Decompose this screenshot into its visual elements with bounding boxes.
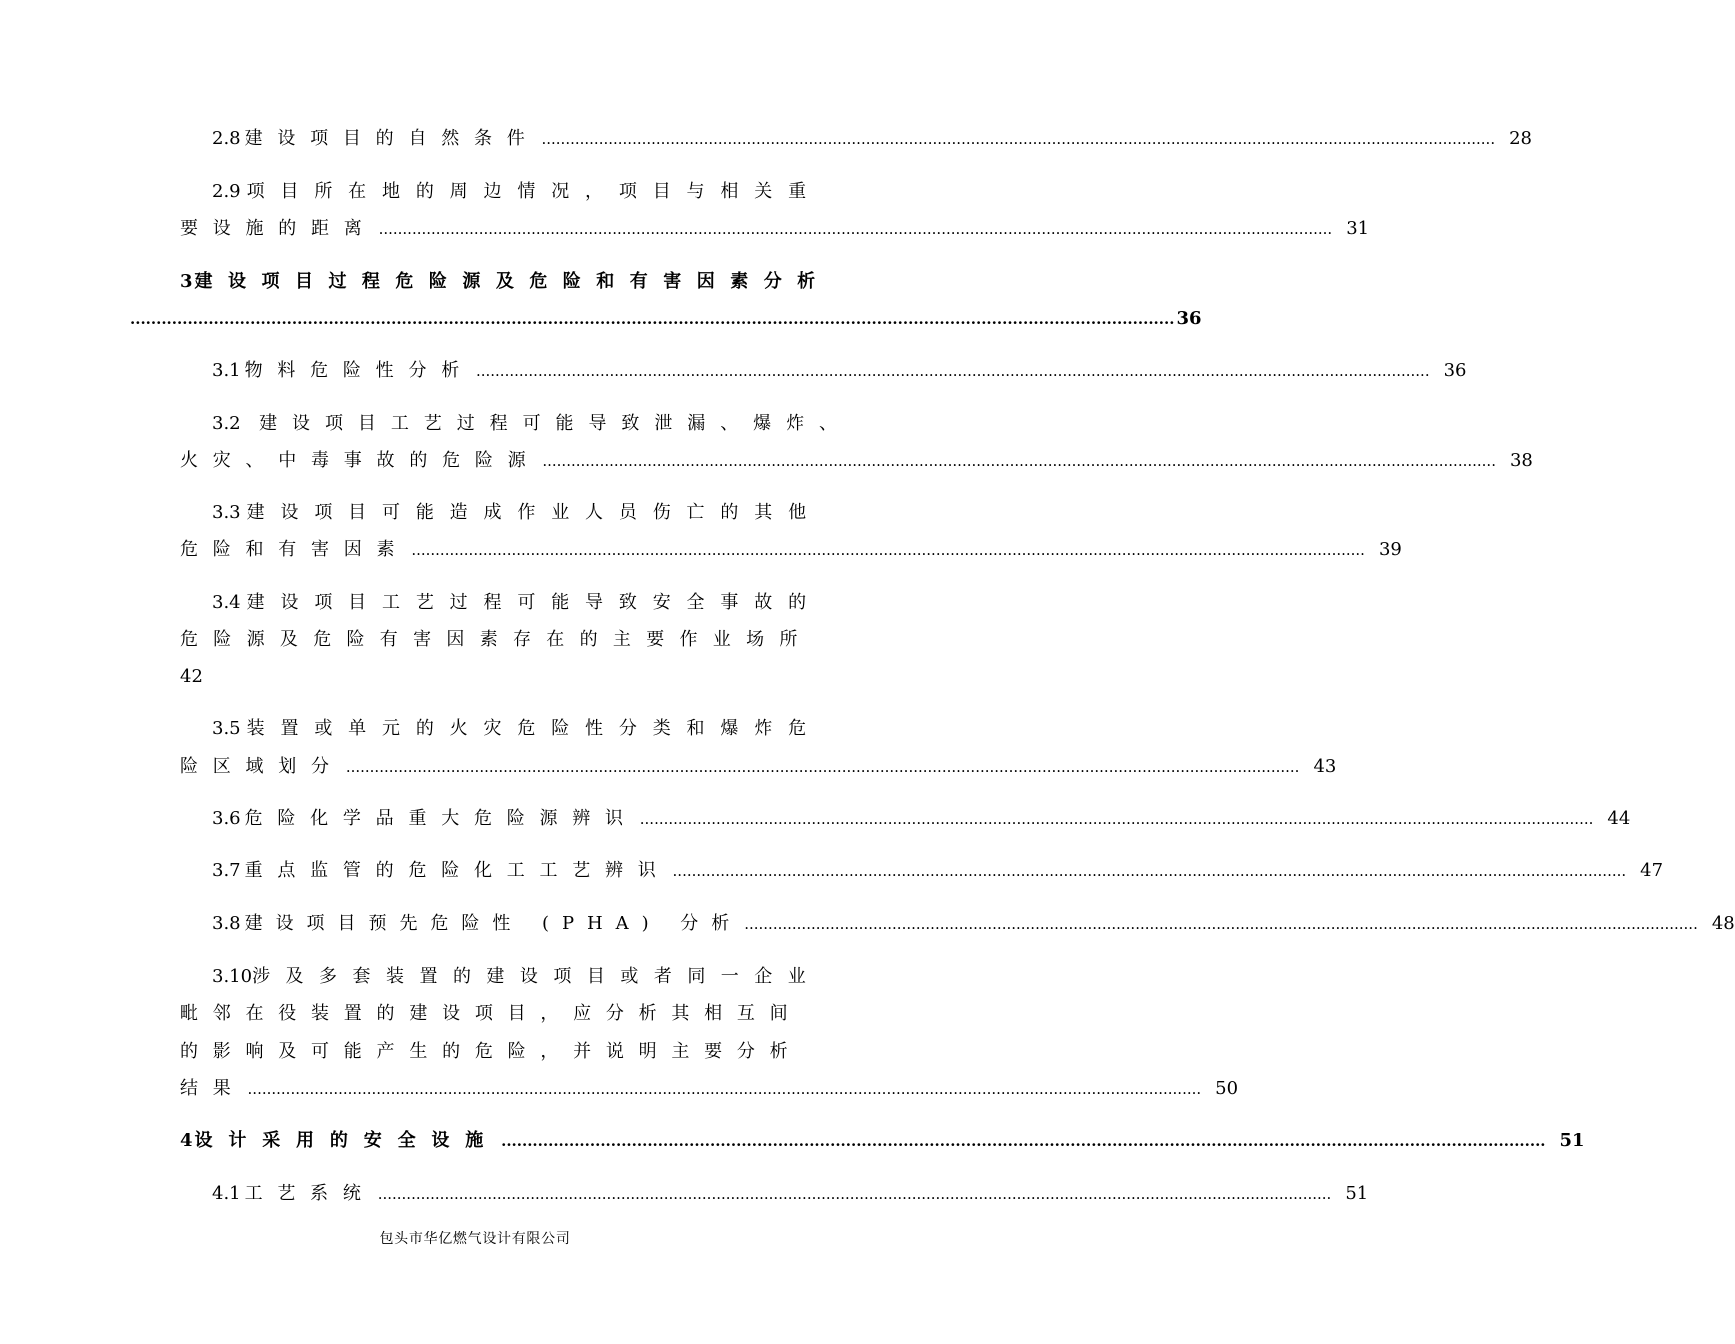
toc-title: 设计采用的安全设施: [194, 1130, 500, 1151]
toc-title: 建设项目过程危险源及危险和有害因素分析: [194, 271, 831, 292]
toc-entry-2-8[interactable]: [212, 126, 1533, 152]
toc-entry-2-9-line2[interactable]: [180, 216, 1370, 242]
toc-page-number: 28: [1509, 128, 1533, 149]
toc-page-number: 51: [1345, 1183, 1369, 1204]
toc-title: 重点监管的危险化工工艺辨识: [244, 860, 671, 881]
dot-leader: ........................................................................................................................................................................................................: [377, 1185, 1332, 1203]
toc-chapter-4[interactable]: [180, 1128, 1585, 1154]
toc-entry-3-7[interactable]: [212, 858, 1664, 884]
toc-entry-3-4-line1[interactable]: [212, 590, 820, 616]
dot-leader: ........................................................................................................................................................................................................: [501, 1132, 1546, 1150]
dot-leader: ........................................................................................................................................................................................................: [345, 758, 1300, 776]
toc-number: 3.6: [212, 808, 241, 829]
toc-number: 3.4: [212, 592, 241, 613]
toc-entry-3-10-line1[interactable]: [212, 964, 820, 990]
toc-page-number: 48: [1711, 913, 1735, 934]
toc-number: 3.7: [212, 860, 241, 881]
toc-page-number: 51: [1559, 1130, 1585, 1151]
dot-leader: ........................................................................................................................................................................................................: [639, 810, 1594, 828]
toc-page-number: 36: [1443, 360, 1467, 381]
toc-entry-3-3-line2[interactable]: [180, 537, 1402, 563]
toc-number: 3.3: [212, 502, 241, 523]
toc-number: 3.1: [212, 360, 241, 381]
toc-entry-3-4-line2[interactable]: 危险源及危险有害因素存在的主要作业场所: [180, 629, 813, 650]
toc-entry-3-1[interactable]: [212, 358, 1467, 384]
toc-number: 4.1: [212, 1183, 241, 1204]
toc-entry-3-5-line1[interactable]: [212, 716, 820, 742]
toc-entry-3-10-line4[interactable]: [180, 1076, 1239, 1102]
toc-page-number: 47: [1640, 860, 1664, 881]
toc-title: 建设项目工艺过程可能导致安全事故的: [246, 592, 822, 613]
toc-entry-2-9-line1[interactable]: [212, 179, 820, 205]
toc-title: 建设项目预先危险性 (PHA) 分析: [244, 913, 743, 934]
dot-leader: ........................................................................................................................................................................................................: [672, 862, 1627, 880]
toc-title: 建设项目的自然条件: [244, 128, 540, 149]
toc-title-continued: 险区域划分: [180, 756, 344, 777]
toc-number: 3.5: [212, 718, 241, 739]
toc-page-number: 42: [180, 666, 203, 687]
dot-leader: ........................................................................................................................................................................................................: [541, 130, 1496, 148]
toc-entry-3-2-line2[interactable]: [180, 448, 1533, 474]
toc-number: 3.10: [212, 966, 253, 987]
toc-number: 2.8: [212, 128, 241, 149]
toc-title: 工艺系统: [244, 1183, 376, 1204]
dot-leader: ........................................................................................................................................................................................................: [542, 452, 1496, 470]
toc-number: 2.9: [212, 181, 241, 202]
toc-entry-3-5-line2[interactable]: [180, 754, 1337, 780]
toc-entry-3-6[interactable]: [212, 806, 1631, 832]
toc-title: 涉及多套装置的建设项目或者同一企业: [252, 966, 822, 987]
toc-page-number: 39: [1378, 539, 1402, 560]
toc-entry-3-8[interactable]: [212, 911, 1735, 937]
toc-title: 物料危险性分析: [244, 360, 474, 381]
toc-title-continued: 结果: [180, 1078, 246, 1099]
toc-number: 3: [180, 271, 193, 292]
toc-chapter-3-leader[interactable]: [130, 306, 1202, 332]
dot-leader: ........................................................................................................................................................................................................: [130, 310, 1175, 328]
toc-title: 建设项目工艺过程可能导致泄漏、爆炸、: [259, 413, 852, 434]
toc-page-number: 50: [1215, 1078, 1239, 1099]
toc-page-number: 31: [1346, 218, 1370, 239]
toc-entry-4-1[interactable]: [212, 1181, 1369, 1207]
dot-leader: ........................................................................................................................................................................................................: [247, 1080, 1202, 1098]
toc-title: 装置或单元的火灾危险性分类和爆炸危: [246, 718, 822, 739]
toc-number: 4: [180, 1130, 193, 1151]
page-footer: 包头市华亿燃气设计有限公司: [379, 1231, 571, 1247]
dot-leader: ........................................................................................................................................................................................................: [378, 220, 1333, 238]
toc-chapter-3[interactable]: [180, 269, 830, 295]
toc-page-number: 38: [1509, 450, 1533, 471]
toc-entry-3-10-line2[interactable]: 毗邻在役装置的建设项目，应分析其相互间: [180, 1003, 803, 1024]
toc-page-number: 43: [1313, 756, 1337, 777]
toc-title: 项目所在地的周边情况，项目与相关重: [246, 181, 822, 202]
toc-entry-3-2-line1[interactable]: [212, 411, 852, 437]
toc-entry-3-3-line1[interactable]: [212, 500, 820, 526]
dot-leader: ........................................................................................................................................................................................................: [411, 541, 1365, 559]
toc-page-number: 36: [1176, 308, 1202, 329]
toc-number: 3.8: [212, 913, 241, 934]
toc-number: 3.2: [212, 413, 241, 434]
dot-leader: ........................................................................................................................................................................................................: [475, 362, 1430, 380]
toc-title: 建设项目可能造成作业人员伤亡的其他: [246, 502, 822, 523]
dot-leader: ........................................................................................................................................................................................................: [744, 915, 1698, 933]
toc-title-continued: 危险和有害因素: [180, 539, 410, 560]
toc-title-continued: 要设施的距离: [180, 218, 377, 239]
toc-entry-3-10-line3[interactable]: 的影响及可能产生的危险，并说明主要分析: [180, 1041, 803, 1062]
toc-title: 危险化学品重大危险源辨识: [244, 808, 638, 829]
toc-page-number: 44: [1607, 808, 1631, 829]
toc-title-continued: 火灾、中毒事故的危险源: [180, 450, 541, 471]
